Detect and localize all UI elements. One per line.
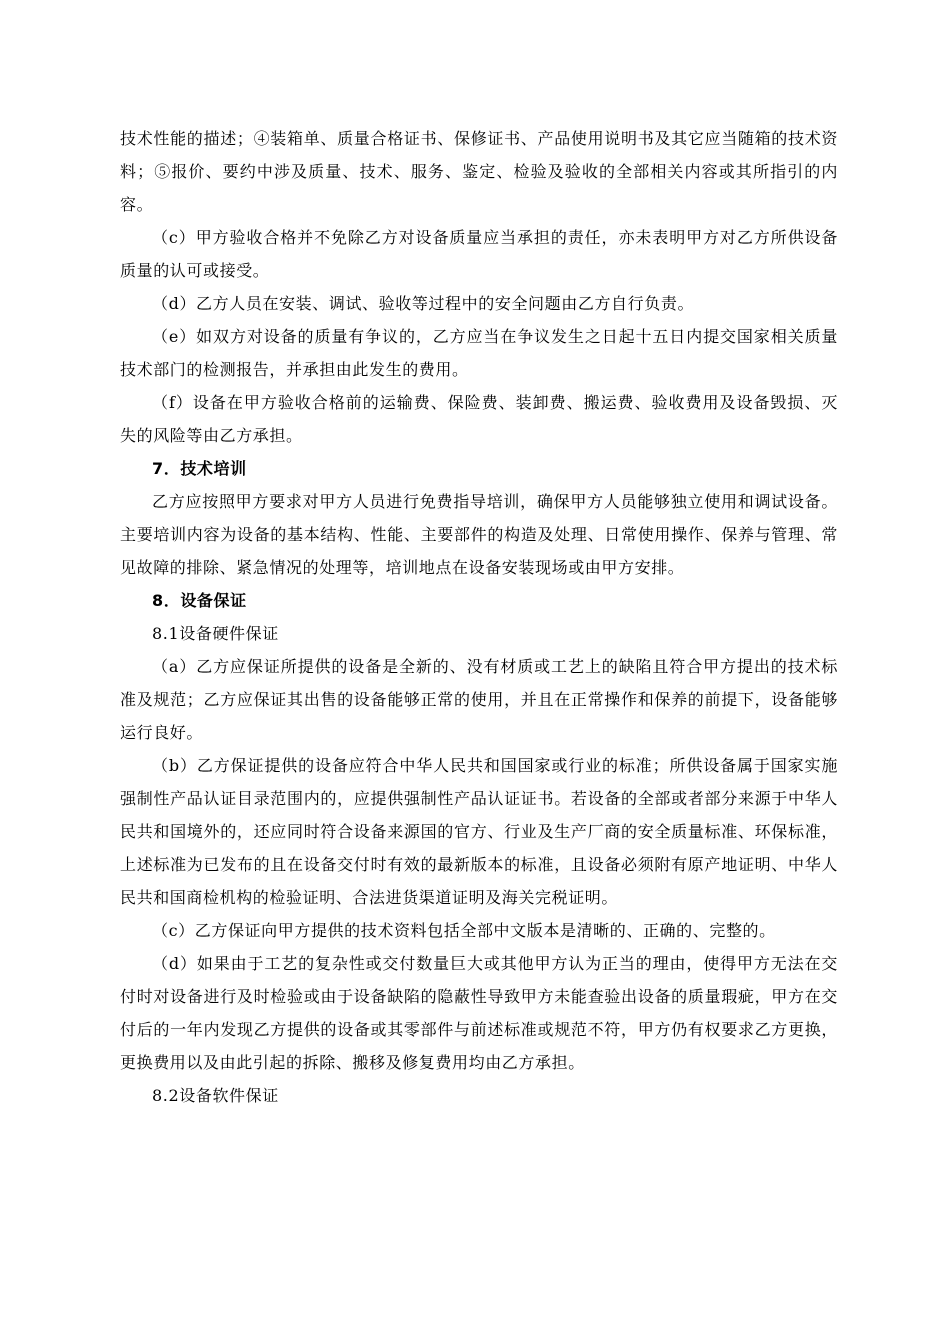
section-heading-training: 7．技术培训 <box>152 459 247 478</box>
paragraph-b-standards: （b）乙方保证提供的设备应符合中华人民共和国国家或行业的标准；所供设备属于国家实施强制性产品认证目录范围内的，应提供强制性产品认证证书。若设备的全部或者部分来源于中华人民共和国境外的，还应同时符合设备来源国的官方、行业及生产厂商的安全质量标准、环保标准，上述标准为已发布的且在设备交付时有效的最新版本的标准，且设备必须附有原产地证明、中华人民共和国商检机构的检验证明、合法进货渠道证明及海关完税证明。 <box>120 756 838 907</box>
paragraph-e-dispute: （e）如双方对设备的质量有争议的，乙方应当在争议发生之日起十五日内提交国家相关质量技术部门的检测报告，并承担由此发生的费用。 <box>120 327 838 379</box>
paragraph-training: 乙方应按照甲方要求对甲方人员进行免费指导培训，确保甲方人员能够独立使用和调试设备。主要培训内容为设备的基本结构、性能、主要部件的构造及处理、日常使用操作、保养与管理、常见故障的排除、紧急情况的处理等，培训地点在设备安装现场或由甲方安排。 <box>120 492 838 577</box>
paragraph-d-latent-defects: （d）如果由于工艺的复杂性或交付数量巨大或其他甲方认为正当的理由，使得甲方无法在交付时对设备进行及时检验或由于设备缺陷的隐蔽性导致甲方未能查验出设备的质量瑕疵，甲方在交付后的一年内发现乙方提供的设备或其零部件与前述标准或规范不符，甲方仍有权要求乙方更换，更换费用以及由此引起的拆除、搬移及修复费用均由乙方承担。 <box>120 954 838 1072</box>
subsection-hardware-warranty: 8.1设备硬件保证 <box>152 624 279 643</box>
paragraph-c-acceptance: （c）甲方验收合格并不免除乙方对设备质量应当承担的责任，亦未表明甲方对乙方所供设备质量的认可或接受。 <box>120 228 838 280</box>
document-body <box>120 122 838 1112</box>
paragraph-c-technical-materials: （c）乙方保证向甲方提供的技术资料包括全部中文版本是清晰的、正确的、完整的。 <box>152 921 776 940</box>
paragraph-technical-docs: 技术性能的描述；④装箱单、质量合格证书、保修证书、产品使用说明书及其它应当随箱的技术资料；⑤报价、要约中涉及质量、技术、服务、鉴定、检验及验收的全部相关内容或其所指引的内容。 <box>120 129 838 214</box>
paragraph-a-new-equipment: （a）乙方应保证所提供的设备是全新的、没有材质或工艺上的缺陷且符合甲方提出的技术标准及规范；乙方应保证其出售的设备能够正常的使用，并且在正常操作和保养的前提下，设备能够运行良好。 <box>120 657 838 742</box>
paragraph-d-safety: （d）乙方人员在安装、调试、验收等过程中的安全问题由乙方自行负责。 <box>152 294 695 313</box>
section-heading-warranty: 8．设备保证 <box>152 591 247 610</box>
subsection-software-warranty: 8.2设备软件保证 <box>152 1086 279 1105</box>
paragraph-f-risk: （f）设备在甲方验收合格前的运输费、保险费、装卸费、搬运费、验收费用及设备毁损、灭失的风险等由乙方承担。 <box>120 393 838 445</box>
